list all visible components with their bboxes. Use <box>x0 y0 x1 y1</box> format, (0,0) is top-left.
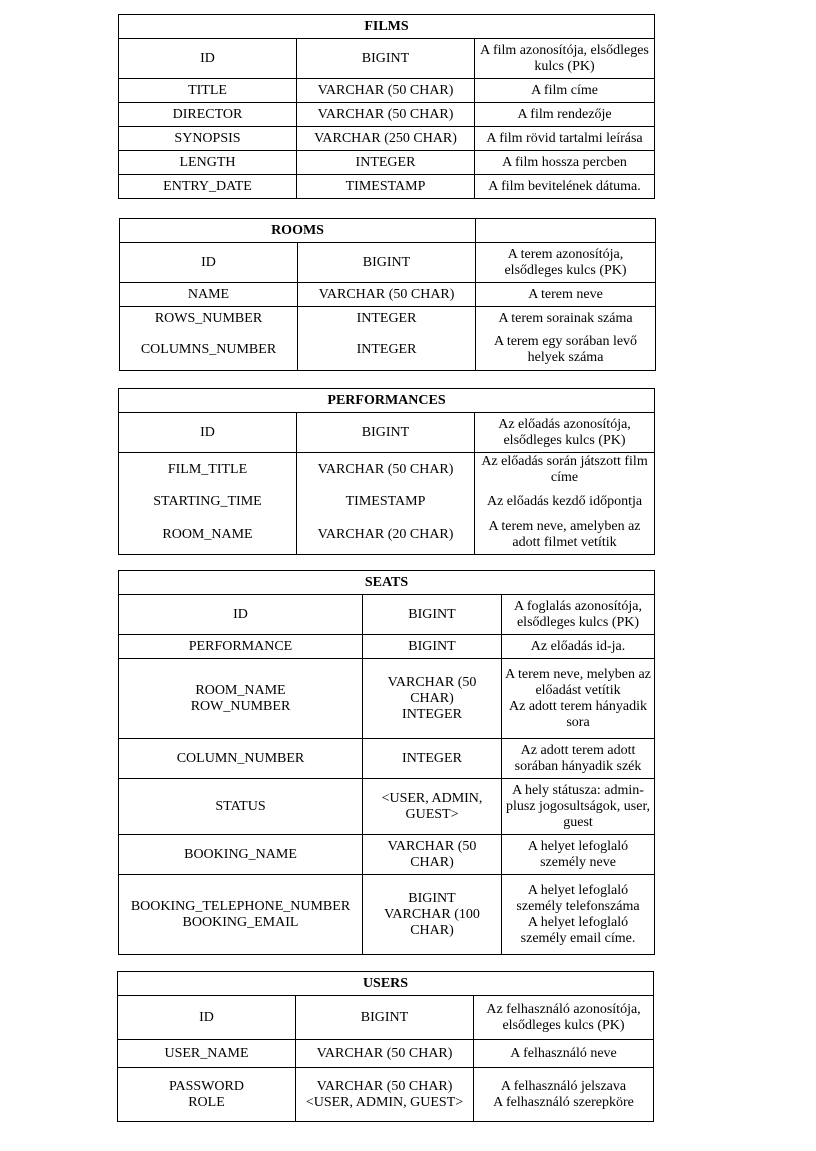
column-description: A foglalás azonosítója, elsődleges kulcs (PK) <box>502 595 655 635</box>
column-description: A terem egy sorában levő helyek száma <box>476 331 656 371</box>
column-name: SYNOPSIS <box>119 127 297 151</box>
rooms-table <box>119 218 656 371</box>
column-name: COLUMNS_NUMBER <box>120 331 298 371</box>
column-name: STARTING_TIME <box>119 487 297 517</box>
column-description: Az adott terem hányadik sora <box>509 698 648 730</box>
column-type: VARCHAR (50 CHAR) <box>316 1078 453 1094</box>
table-title: SEATS <box>119 571 655 595</box>
column-type: VARCHAR (50 CHAR) <box>296 1040 474 1068</box>
column-type: VARCHAR (20 CHAR) <box>297 517 475 555</box>
column-description: A helyet lefoglaló személy neve <box>502 835 655 875</box>
column-name: ROWS_NUMBER <box>120 307 298 331</box>
column-name: DIRECTOR <box>119 103 297 127</box>
column-name: NAME <box>120 283 298 307</box>
column-type: BIGINT <box>297 39 475 79</box>
column-name: ROOM_NAME <box>119 517 297 555</box>
column-description: A helyet lefoglaló személy email címe. <box>520 914 636 946</box>
column-name: ID <box>119 595 363 635</box>
column-name: ID <box>118 996 296 1040</box>
column-name: PERFORMANCE <box>119 635 363 659</box>
column-name: ENTRY_DATE <box>119 175 297 199</box>
merged-cell <box>363 875 502 955</box>
column-type: BIGINT <box>296 996 474 1040</box>
column-type: VARCHAR (50 CHAR) <box>363 835 502 875</box>
column-type: VARCHAR (250 CHAR) <box>297 127 475 151</box>
column-type: BIGINT <box>298 243 476 283</box>
merged-cell <box>119 875 363 955</box>
column-description: A terem neve <box>476 283 656 307</box>
column-name: ROLE <box>188 1094 225 1110</box>
column-description: A terem neve, melyben az előadást vetítik <box>505 666 651 698</box>
column-name: PASSWORD <box>169 1078 244 1094</box>
merged-cell <box>474 1068 654 1122</box>
column-description: Az előadás azonosítója, elsődleges kulcs (PK) <box>475 413 655 453</box>
column-type: VARCHAR (50 CHAR) <box>297 453 475 487</box>
column-name: BOOKING_NAME <box>119 835 363 875</box>
seats-table <box>118 570 655 955</box>
users-table <box>117 971 654 1122</box>
column-description: A felhasználó jelszava <box>500 1078 627 1094</box>
column-name: COLUMN_NUMBER <box>119 739 363 779</box>
column-type: BIGINT <box>363 635 502 659</box>
column-type: INTEGER <box>298 307 476 331</box>
table-title: USERS <box>118 972 654 996</box>
column-name: USER_NAME <box>118 1040 296 1068</box>
column-name: ID <box>119 39 297 79</box>
column-description: A terem sorainak száma <box>476 307 656 331</box>
column-type: VARCHAR (100 CHAR) <box>384 906 480 938</box>
table-title: PERFORMANCES <box>119 389 655 413</box>
column-name: LENGTH <box>119 151 297 175</box>
column-description: A film rövid tartalmi leírása <box>475 127 655 151</box>
column-description: A helyet lefoglaló személy telefonszáma <box>516 882 640 914</box>
column-name: STATUS <box>119 779 363 835</box>
column-description: Az előadás során játszott film címe <box>475 453 655 487</box>
column-description: Az előadás id-ja. <box>502 635 655 659</box>
performances-table <box>118 388 655 555</box>
column-type: TIMESTAMP <box>297 175 475 199</box>
films-table <box>118 14 655 199</box>
column-description: A felhasználó neve <box>474 1040 654 1068</box>
column-description: A hely státusza: admin-plusz jogosultságok, user, guest <box>502 779 655 835</box>
column-type: BIGINT <box>297 413 475 453</box>
column-name: BOOKING_TELEPHONE_NUMBER <box>130 898 351 914</box>
column-type: INTEGER <box>298 331 476 371</box>
column-type: INTEGER <box>297 151 475 175</box>
column-name: ROW_NUMBER <box>190 698 291 714</box>
column-type: <USER, ADMIN, GUEST> <box>305 1094 464 1110</box>
column-description: A film bevitelének dátuma. <box>475 175 655 199</box>
column-description: Az felhasználó azonosítója, elsődleges kulcs (PK) <box>474 996 654 1040</box>
merged-cell <box>119 659 363 739</box>
column-type: <USER, ADMIN, GUEST> <box>363 779 502 835</box>
merged-cell <box>296 1068 474 1122</box>
merged-cell <box>502 659 655 739</box>
empty-cell <box>476 219 656 243</box>
column-type: VARCHAR (50 CHAR) <box>298 283 476 307</box>
merged-cell <box>363 659 502 739</box>
column-name: ID <box>119 413 297 453</box>
column-type: BIGINT <box>363 595 502 635</box>
column-description: A film címe <box>475 79 655 103</box>
column-description: A film hossza percben <box>475 151 655 175</box>
column-description: A felhasználó szerepköre <box>493 1094 634 1110</box>
column-name: TITLE <box>119 79 297 103</box>
column-name: FILM_TITLE <box>119 453 297 487</box>
column-name: BOOKING_EMAIL <box>182 914 299 930</box>
column-description: A film azonosítója, elsődleges kulcs (PK) <box>475 39 655 79</box>
column-description: Az adott terem adott sorában hányadik szék <box>502 739 655 779</box>
column-type: BIGINT <box>408 890 456 906</box>
column-type: VARCHAR (50 CHAR) <box>387 674 477 706</box>
column-description: A film rendezője <box>475 103 655 127</box>
column-type: INTEGER <box>402 706 462 722</box>
column-description: A terem azonosítója, elsődleges kulcs (PK) <box>476 243 656 283</box>
column-description: A terem neve, amelyben az adott filmet vetítik <box>475 517 655 555</box>
column-type: VARCHAR (50 CHAR) <box>297 79 475 103</box>
merged-cell <box>118 1068 296 1122</box>
column-type: TIMESTAMP <box>297 487 475 517</box>
column-type: INTEGER <box>363 739 502 779</box>
column-name: ROOM_NAME <box>195 682 286 698</box>
column-description: Az előadás kezdő időpontja <box>475 487 655 517</box>
table-title: ROOMS <box>120 219 476 243</box>
column-name: ID <box>120 243 298 283</box>
merged-cell <box>502 875 655 955</box>
table-title: FILMS <box>119 15 655 39</box>
column-type: VARCHAR (50 CHAR) <box>297 103 475 127</box>
